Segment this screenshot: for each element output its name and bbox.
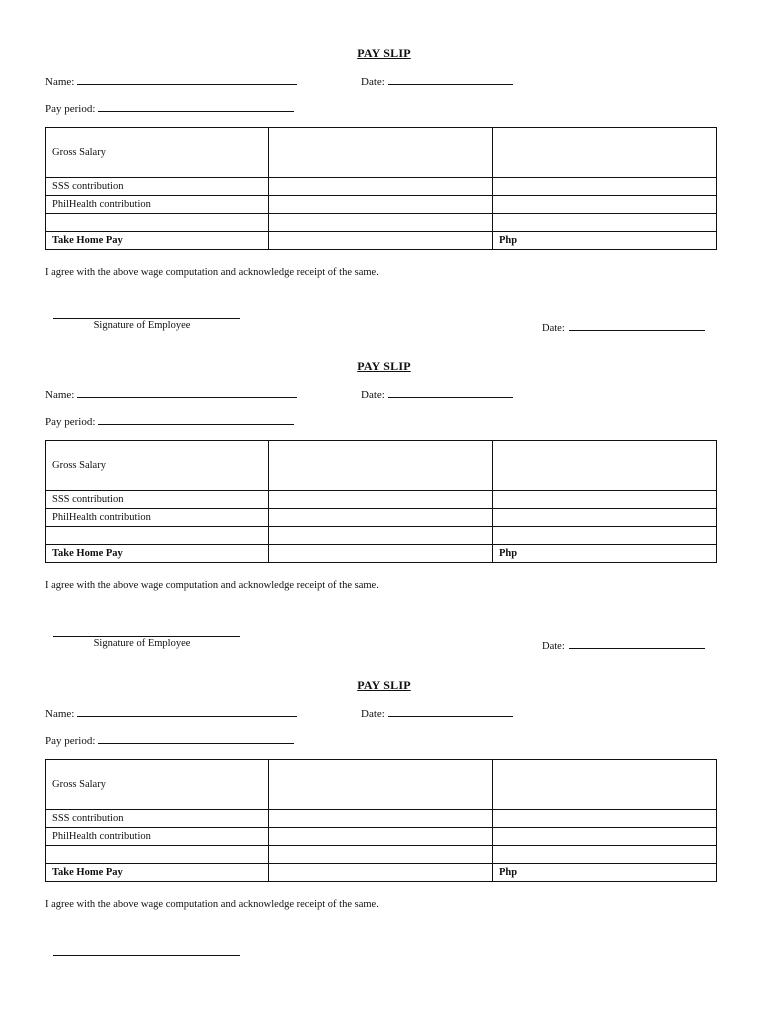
row-value-cell[interactable] xyxy=(493,196,717,214)
name-label: Name: xyxy=(45,389,75,401)
date-label: Date: xyxy=(361,76,385,88)
row-label: PhilHealth contribution xyxy=(46,509,269,527)
currency-cell[interactable]: Php xyxy=(493,864,717,882)
pay-period-field[interactable] xyxy=(45,733,294,747)
name-field[interactable] xyxy=(45,387,297,401)
table-row-philhealth xyxy=(46,196,717,214)
row-value-cell[interactable] xyxy=(493,441,717,491)
row-label xyxy=(46,846,269,864)
row-value-cell[interactable] xyxy=(269,760,493,810)
name-input-line[interactable] xyxy=(77,74,297,85)
table-row-philhealth xyxy=(46,509,717,527)
row-value-cell[interactable] xyxy=(493,846,717,864)
signature-date-field[interactable] xyxy=(542,320,705,334)
table-row-sss xyxy=(46,491,717,509)
signature-line[interactable] xyxy=(53,318,240,319)
row-label: Take Home Pay xyxy=(46,545,269,563)
currency-cell[interactable]: Php xyxy=(493,545,717,563)
date-input-line[interactable] xyxy=(388,706,513,717)
row-value-cell[interactable] xyxy=(269,441,493,491)
date-input-line[interactable] xyxy=(388,74,513,85)
row-value-cell[interactable] xyxy=(493,509,717,527)
row-label: PhilHealth contribution xyxy=(46,196,269,214)
table-row-sss xyxy=(46,810,717,828)
pay-period-input-line[interactable] xyxy=(98,414,294,425)
pay-period-field[interactable] xyxy=(45,101,294,115)
pay-period-label: Pay period: xyxy=(45,103,96,115)
row-value-cell[interactable] xyxy=(269,214,493,232)
pay-slip-1 xyxy=(0,46,768,346)
slip-title: PAY SLIP xyxy=(357,678,411,692)
row-label: SSS contribution xyxy=(46,491,269,509)
pay-table xyxy=(45,440,717,563)
slip-title: PAY SLIP xyxy=(357,46,411,60)
signature-label: Signature of Employee xyxy=(93,320,191,331)
table-row-sss xyxy=(46,178,717,196)
row-value-cell[interactable] xyxy=(493,760,717,810)
row-value-cell[interactable] xyxy=(493,527,717,545)
pay-period-input-line[interactable] xyxy=(98,733,294,744)
pay-slip-2 xyxy=(0,359,768,659)
pay-period-input-line[interactable] xyxy=(98,101,294,112)
signature-date-label: Date: xyxy=(542,641,565,652)
row-value-cell[interactable] xyxy=(269,527,493,545)
row-value-cell[interactable] xyxy=(269,509,493,527)
row-value-cell[interactable] xyxy=(493,128,717,178)
row-label: Gross Salary xyxy=(46,128,269,178)
table-row-philhealth xyxy=(46,828,717,846)
name-label: Name: xyxy=(45,76,75,88)
date-field[interactable] xyxy=(361,387,513,401)
row-label: Take Home Pay xyxy=(46,232,269,250)
date-label: Date: xyxy=(361,389,385,401)
table-row-take-home-pay xyxy=(46,232,717,250)
pay-table xyxy=(45,759,717,882)
row-label: Gross Salary xyxy=(46,441,269,491)
row-value-cell[interactable] xyxy=(493,178,717,196)
agreement-text: I agree with the above wage computation and acknowledge receipt of the same. xyxy=(45,580,379,591)
row-value-cell[interactable] xyxy=(269,810,493,828)
row-label: Gross Salary xyxy=(46,760,269,810)
row-value-cell[interactable] xyxy=(269,846,493,864)
row-label: SSS contribution xyxy=(46,810,269,828)
row-value-cell[interactable] xyxy=(269,545,493,563)
signature-line[interactable] xyxy=(53,955,240,956)
row-label xyxy=(46,214,269,232)
row-value-cell[interactable] xyxy=(493,828,717,846)
row-value-cell[interactable] xyxy=(269,178,493,196)
table-row-gross-salary xyxy=(46,128,717,178)
pay-slip-3 xyxy=(0,678,768,978)
agreement-text: I agree with the above wage computation and acknowledge receipt of the same. xyxy=(45,267,379,278)
table-row-take-home-pay xyxy=(46,545,717,563)
name-input-line[interactable] xyxy=(77,706,297,717)
agreement-text: I agree with the above wage computation and acknowledge receipt of the same. xyxy=(45,899,379,910)
row-label: SSS contribution xyxy=(46,178,269,196)
row-value-cell[interactable] xyxy=(493,810,717,828)
name-input-line[interactable] xyxy=(77,387,297,398)
date-field[interactable] xyxy=(361,706,513,720)
row-value-cell[interactable] xyxy=(493,491,717,509)
row-value-cell[interactable] xyxy=(269,196,493,214)
row-label xyxy=(46,527,269,545)
signature-date-input-line[interactable] xyxy=(569,638,705,649)
table-row-take-home-pay xyxy=(46,864,717,882)
pay-period-label: Pay period: xyxy=(45,735,96,747)
signature-line[interactable] xyxy=(53,636,240,637)
signature-date-input-line[interactable] xyxy=(569,320,705,331)
row-value-cell[interactable] xyxy=(269,864,493,882)
table-row-blank xyxy=(46,527,717,545)
date-label: Date: xyxy=(361,708,385,720)
name-field[interactable] xyxy=(45,706,297,720)
date-field[interactable] xyxy=(361,74,513,88)
row-label: Take Home Pay xyxy=(46,864,269,882)
table-row-blank xyxy=(46,214,717,232)
row-value-cell[interactable] xyxy=(269,232,493,250)
row-value-cell[interactable] xyxy=(269,828,493,846)
name-field[interactable] xyxy=(45,74,297,88)
slip-title: PAY SLIP xyxy=(357,359,411,373)
date-input-line[interactable] xyxy=(388,387,513,398)
row-value-cell[interactable] xyxy=(269,128,493,178)
signature-date-label: Date: xyxy=(542,323,565,334)
table-row-gross-salary xyxy=(46,441,717,491)
pay-period-label: Pay period: xyxy=(45,416,96,428)
table-row-gross-salary xyxy=(46,760,717,810)
pay-period-field[interactable] xyxy=(45,414,294,428)
name-label: Name: xyxy=(45,708,75,720)
signature-date-field[interactable] xyxy=(542,638,705,652)
row-value-cell[interactable] xyxy=(493,214,717,232)
row-label: PhilHealth contribution xyxy=(46,828,269,846)
signature-label: Signature of Employee xyxy=(93,638,191,649)
pay-table xyxy=(45,127,717,250)
currency-cell[interactable]: Php xyxy=(493,232,717,250)
table-row-blank xyxy=(46,846,717,864)
row-value-cell[interactable] xyxy=(269,491,493,509)
